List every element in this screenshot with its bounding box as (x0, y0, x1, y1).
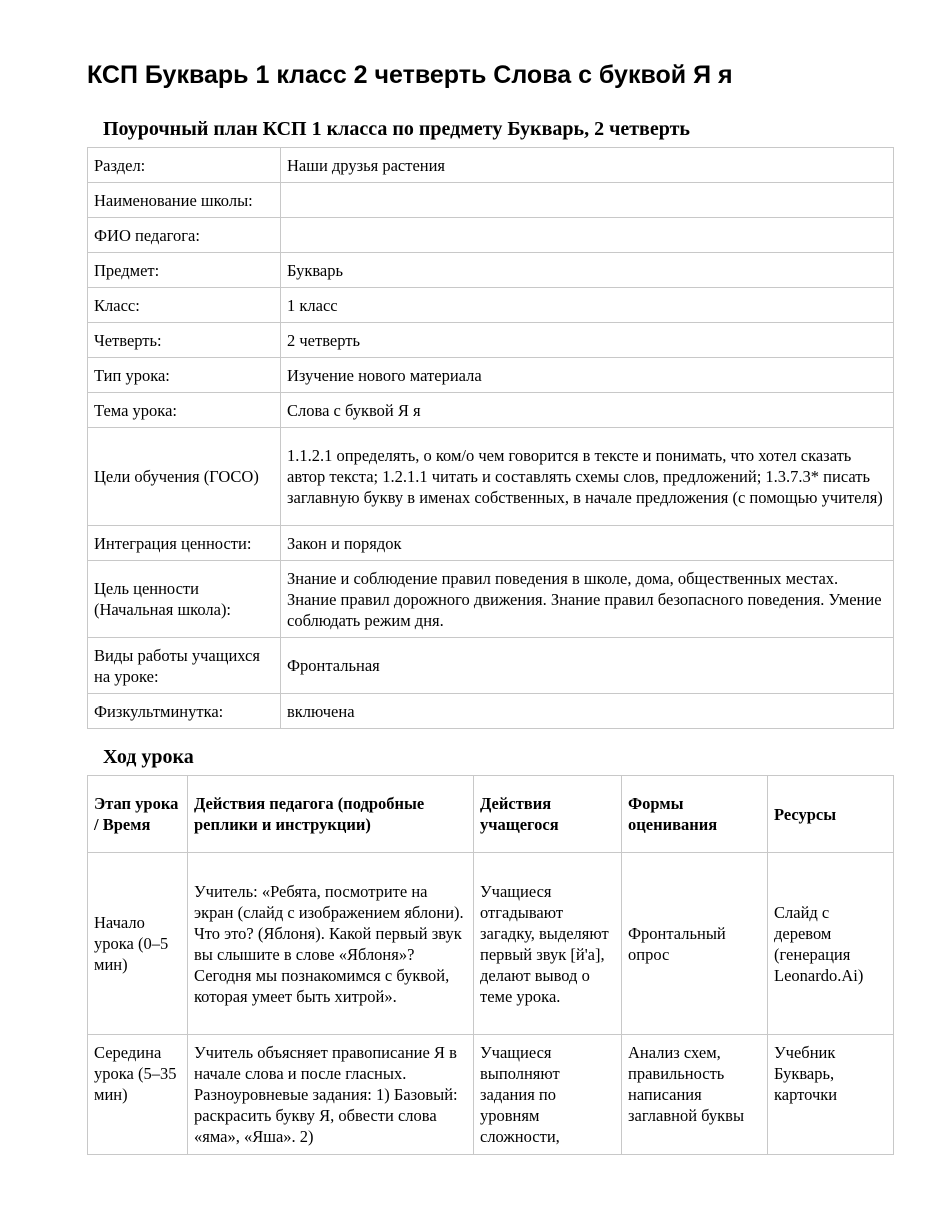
row-value: 1 класс (281, 288, 894, 323)
info-table (87, 147, 894, 729)
cell-resources: Слайд с деревом (генерация Leonardo.Ai) (768, 853, 894, 1035)
cell-resources: Учебник Букварь, карточки (768, 1035, 894, 1155)
row-label: Физкультминутка: (88, 694, 281, 729)
row-label: Цели обучения (ГОСО) (88, 428, 281, 526)
header-assessment: Формы оценивания (622, 776, 768, 853)
row-value: Изучение нового материала (281, 358, 894, 393)
row-label: Интеграция ценности: (88, 526, 281, 561)
row-label: Раздел: (88, 148, 281, 183)
header-teacher-actions: Действия педагога (подробные реплики и инструкции) (188, 776, 474, 853)
table-row (88, 561, 894, 638)
row-value: включена (281, 694, 894, 729)
row-value: Букварь (281, 253, 894, 288)
cell-assessment: Фронтальный опрос (622, 853, 768, 1035)
table-row (88, 288, 894, 323)
lesson-table (87, 775, 894, 1155)
table-row (88, 428, 894, 526)
table-row (88, 253, 894, 288)
header-student-actions: Действия учащегося (474, 776, 622, 853)
header-resources: Ресурсы (768, 776, 894, 853)
row-value: Наши друзья растения (281, 148, 894, 183)
row-value (281, 218, 894, 253)
row-label: Виды работы учащихся на уроке: (88, 638, 281, 694)
row-label: Четверть: (88, 323, 281, 358)
header-stage: Этап урока / Время (88, 776, 188, 853)
cell-student-actions: Учащиеся выполняют задания по уровням сложности, (474, 1035, 622, 1155)
row-value: Фронтальная (281, 638, 894, 694)
cell-stage: Начало урока (0–5 мин) (88, 853, 188, 1035)
row-label: Цель ценности (Начальная школа): (88, 561, 281, 638)
table-row (88, 526, 894, 561)
row-label: Предмет: (88, 253, 281, 288)
row-label: Наименование школы: (88, 183, 281, 218)
table-row (88, 183, 894, 218)
table-row (88, 218, 894, 253)
table-row (88, 1035, 894, 1155)
row-label: ФИО педагога: (88, 218, 281, 253)
row-label: Тема урока: (88, 393, 281, 428)
table-row (88, 638, 894, 694)
page-title: КСП Букварь 1 класс 2 четверть Слова с буквой Я я (87, 61, 733, 89)
lesson-heading: Ход урока (103, 746, 194, 768)
table-row (88, 694, 894, 729)
row-value: 1.1.2.1 определять, о ком/о чем говорится в тексте и понимать, что хотел сказать автор текста; 1.2.1.1 читать и составлять схемы слов, предложений; 1.3.7.3* писать заглавную букву в именах собственных, в начале предложения (с помощью учителя) (281, 428, 894, 526)
row-value: Закон и порядок (281, 526, 894, 561)
row-value (281, 183, 894, 218)
cell-teacher-actions: Учитель объясняет правописание Я в начале слова и после гласных. Разноуровневые задания: 1) Базовый: раскрасить букву Я, обвести слова «яма», «Яша». 2) (188, 1035, 474, 1155)
row-value: Знание и соблюдение правил поведения в школе, дома, общественных местах. Знание правил дорожного движения. Знание правил безопасного поведения. Умение соблюдать режим дня. (281, 561, 894, 638)
table-row (88, 148, 894, 183)
row-value: Слова с буквой Я я (281, 393, 894, 428)
table-header-row (88, 776, 894, 853)
row-value: 2 четверть (281, 323, 894, 358)
row-label: Класс: (88, 288, 281, 323)
table-row (88, 323, 894, 358)
cell-teacher-actions: Учитель: «Ребята, посмотрите на экран (слайд с изображением яблони). Что это? (Яблоня). Какой первый звук вы слышите в слове «Яблоня»? Сегодня мы познакомимся с буквой, которая умеет быть хитрой». (188, 853, 474, 1035)
table-row (88, 853, 894, 1035)
plan-heading: Поурочный план КСП 1 класса по предмету Букварь, 2 четверть (103, 118, 690, 140)
cell-student-actions: Учащиеся отгадывают загадку, выделяют первый звук [й'а], делают вывод о теме урока. (474, 853, 622, 1035)
table-row (88, 393, 894, 428)
cell-stage: Середина урока (5–35 мин) (88, 1035, 188, 1155)
table-row (88, 358, 894, 393)
row-label: Тип урока: (88, 358, 281, 393)
cell-assessment: Анализ схем, правильность написания заглавной буквы (622, 1035, 768, 1155)
